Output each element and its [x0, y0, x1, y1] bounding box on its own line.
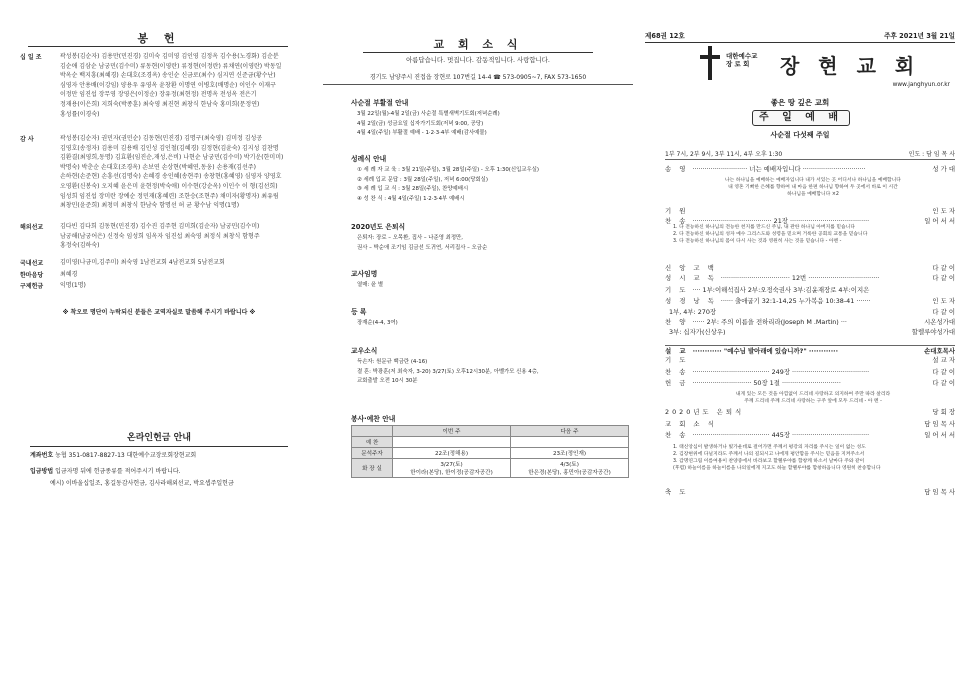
- offering-domestic-mission: [20, 258, 310, 268]
- closing-hymn-lyrics: [673, 444, 953, 472]
- section-member-news: [351, 345, 621, 387]
- section-line: ④ 성 찬 식 : 4월 4일(주일) 1·2·3·4부 예배시: [357, 195, 465, 202]
- offering-label: 해외선교: [20, 224, 44, 231]
- order-leader: 성 가 대: [932, 165, 955, 173]
- order-content: ······································ 445장 ······································: [692, 431, 870, 439]
- order-content: ··························· 너는 예배자입니다 ·······························: [692, 165, 866, 173]
- offering-lyrics: [673, 391, 953, 405]
- order-label: 기 원: [665, 207, 689, 215]
- name-line: 심영자 안용배(이강임) 양용우 유영옥 윤창환 이명연 이병호(배명순) 이인수 이재구: [60, 81, 276, 89]
- offering-names: [60, 134, 310, 211]
- account-value: 농협 351-0817-8827-13 대한예수교장로회장현교회: [55, 452, 197, 459]
- volume-number: 제68권 12호: [645, 32, 685, 40]
- order-content: 3부: 십자가(신상우): [669, 328, 726, 336]
- section-registration: [351, 306, 621, 329]
- bulletin-date: 주후 2021년 3월 21일: [884, 32, 955, 40]
- order-row: [665, 419, 955, 428]
- section-heading: 사순절 부활절 안내: [351, 99, 409, 107]
- order-leader: 다 같 이: [932, 264, 955, 272]
- table-header: 다음 주: [511, 426, 629, 437]
- section-line: 은퇴자: 장로 – 오목환, 집사 – 나준영 최정만,: [357, 235, 463, 241]
- order-row: [665, 355, 955, 364]
- service-times: [665, 149, 955, 160]
- order-row: [665, 317, 955, 326]
- name-line: 김영호(송정자) 김용미 김용배 김인성 김인철(김혜경) 김정현(김윤숙) 김지성 김찬명: [60, 144, 279, 152]
- cross-icon: [700, 46, 720, 80]
- table-row: [352, 437, 629, 448]
- order-content: ···· 1부:이해석집사 2부:오정숙권사 3부:김윤재장로 4부:이지은: [692, 286, 870, 294]
- order-leader: 할렐루야성가대: [911, 328, 955, 336]
- section-line: 권사 – 박순애 조기임 김금선 도귀연, 서리집사 – 오금순: [357, 244, 488, 251]
- order-row: [665, 273, 955, 282]
- service-title: 봉사·예찬 안내: [351, 415, 396, 423]
- denomination-line: 대한예수교: [726, 52, 758, 60]
- offering-label: 구제헌금: [20, 283, 44, 290]
- order-leader: 손대호목사: [924, 347, 955, 355]
- name-line: 홍정숙(김하숙): [60, 242, 100, 250]
- section-line: ① 세 례 자 교 육 : 3월 21일(주일), 3월 28일(주일) - 오후 1:30(신입교우실): [357, 167, 540, 173]
- hymn-lyrics: [673, 177, 953, 198]
- denomination-line: 장 로 회: [726, 60, 750, 68]
- order-leader: 시온성가대: [924, 318, 955, 326]
- lyric-line: (후렴) 하늘이름을 하늘이름을 나의일에게 지고도 하늘 할렐루야를 합창하옵니다 영원히 찬송합니다: [673, 466, 881, 471]
- news-title: 교 회 소 식: [433, 38, 523, 51]
- name-line: 임성희 임진섭 장미란 장예순 정민재(홍혜련) 조한승(조현주) 채미자(황명자) 최유림: [60, 192, 279, 200]
- section-line: ② 세례 입교 문답 : 3월 28일(주일), 저녁 6:00(당회실): [357, 176, 488, 183]
- offering-column: [0, 0, 318, 678]
- order-leader: 다 같 이: [932, 368, 955, 376]
- name-line: 김환결(최영희,동명) 김효환(임진순,재성,은비) 나현순 남궁민(김수미) 박기운(한미미): [60, 154, 284, 162]
- news-subtitle: 아름답습니다. 멋집니다. 감동적입니다. 사랑합니다.: [406, 56, 550, 64]
- section-lent-easter: [351, 97, 621, 139]
- section-line: 3월 22일(월)-4월 2일(금) 사순절 특별새벽기도회(저녁순례): [357, 111, 500, 117]
- order-leader: 당 회 장: [932, 408, 955, 416]
- order-label: 찬 양: [665, 318, 689, 326]
- row-label: 문석주자: [352, 448, 393, 459]
- name-line: 김다빈 김다희 김동현(민진경) 김수진 김주현 김미희(김순자) 남궁민(김수미): [60, 223, 260, 230]
- bulletin-header: [645, 30, 955, 43]
- lyric-line: 1. 태신앙심이 발생하거나 빛가운데로 걸어가면 주께서 평강의 자리를 주시는 일이 없는 성도: [673, 445, 866, 450]
- order-label: 찬 송: [665, 431, 689, 439]
- order-leader: 다 같 이: [932, 308, 955, 316]
- order-label: 기 도: [665, 286, 689, 294]
- worship-column: [645, 0, 955, 678]
- table-cell: 22조(정해용): [393, 448, 511, 459]
- offering-foreign-mission: [20, 222, 310, 252]
- name-line: 최창민(윤준희) 최청미 최창식 한남숙 함명선 허 균 황수남 익명(1명): [60, 202, 240, 210]
- offering-names: [60, 281, 310, 291]
- order-leader: 설 교 자: [932, 356, 955, 364]
- service-table: [351, 425, 629, 478]
- section-line: 열매: 윤 별: [357, 282, 384, 288]
- offering-names: [60, 52, 310, 119]
- offering-names: [60, 258, 310, 268]
- order-label: 성 경 낭 독: [665, 297, 717, 305]
- offering-label: 국내선교: [20, 260, 44, 267]
- order-row: [665, 487, 955, 496]
- method-row: [30, 466, 288, 475]
- offering-relief: [20, 281, 310, 291]
- offering-names: [60, 222, 310, 251]
- order-leader: 다 같 이: [932, 379, 955, 387]
- section-line: ③ 세 례 입 교 식 : 3월 28일(주일), 찬양예배시: [357, 186, 469, 193]
- order-label: 송 영: [665, 165, 689, 173]
- order-leader: 인 도 자: [932, 207, 955, 215]
- website[interactable]: www.janghyun.or.kr: [892, 82, 950, 88]
- table-cell: [511, 437, 629, 448]
- order-row: [665, 407, 955, 416]
- table-header: [352, 426, 393, 437]
- denomination: [726, 52, 776, 68]
- title-divider: [28, 46, 288, 47]
- times-text: 1부 7시, 2부 9시, 3부 11시, 4부 오후 1:30: [665, 151, 783, 158]
- method-value: 입금자명 뒤에 헌금종류를 적어주시기 바랍니다.: [55, 468, 181, 475]
- method-example: 예시) 이바울십일조, 홍길동감사헌금, 김사라해외선교, 박요셉주일헌금: [50, 480, 234, 487]
- section-teacher: [351, 268, 621, 291]
- table-header-row: [352, 426, 629, 437]
- name-line: 박옥순 백지흥(최혜경) 손대호(조경옥) 송인순 신금로(최수) 심지연 신준금(황수난): [60, 72, 276, 80]
- order-leader: 일 어 서 서: [924, 431, 955, 439]
- order-content: ·································· 12번 ···································: [720, 274, 880, 282]
- order-leader: 다 같 이: [932, 274, 955, 282]
- church-logo: [700, 44, 940, 82]
- name-line: 곽성봉(김순자) 김용만(민진경) 김미숙 김미영 김인영 김정옥 김수용(노경화) 김순분: [60, 53, 279, 60]
- section-line: 득손자: 원문규 백금란 (4-16): [357, 359, 428, 365]
- section-heading: 성례식 안내: [351, 155, 387, 163]
- section-line: 교회출발 오전 10시 30분: [357, 378, 418, 385]
- name-line: 오영환(신봉숙) 오지혜 윤은미 윤현정(박숙애) 이수현(강순옥) 이인수 이 형(김선희): [60, 182, 278, 190]
- section-line: 4월 2일(금) 성금요일 십자가기도회(저녁 9:00, 공당): [357, 120, 484, 127]
- order-label: 찬 송: [665, 217, 689, 225]
- order-row: [665, 367, 955, 376]
- order-leader: 담 임 목 사: [924, 420, 955, 428]
- church-slogan: 좋은 땅 깊은 교회: [770, 98, 830, 107]
- lyric-line: 내 영혼 기뻐한 은혜를 향하여 내 마음 한편 하나님 향하여 두 곳에서 바로 이 시간: [728, 185, 898, 190]
- order-label: 신 앙 고 백: [665, 264, 717, 272]
- name-line: 홍성률(이경숙): [60, 110, 100, 118]
- section-heading: 교우소식: [351, 347, 378, 355]
- table-cell: [393, 437, 511, 448]
- online-offering-title: 온라인헌금 안내: [30, 430, 288, 447]
- offering-label: 감 사: [20, 136, 34, 143]
- order-leader: 일 어 서 서: [924, 217, 955, 225]
- name-line: 최혜경: [60, 271, 78, 278]
- omission-note: ※ 착오로 명단이 누락되신 분들은 교역자실로 말씀해 주시기 바랍니다 ※: [62, 309, 256, 316]
- creed-line: 3. 다 전능하신 하나님의 몸이 다시 사는 것과 영원히 사는 것을 믿습니다 - 아멘 -: [673, 239, 842, 244]
- name-line: 익명(1명): [60, 282, 86, 289]
- section-line: 4월 4일(주일) 부활절 예배 - 1·2·3·4부 예배(감사예물): [357, 130, 487, 137]
- offering-title: 봉 헌: [137, 32, 181, 45]
- lyric-line: 내게 있는 모든 것을 아낌없이 드리네 사랑하고 의지하여 주만 따라 살리라: [735, 392, 891, 397]
- order-row: [665, 378, 955, 387]
- row-label: 화 장 실: [352, 459, 393, 478]
- name-line: 정재용(이은희) 지희숙(박종훈) 최숙영 최진현 최창식 한남숙 홍미희(문정연): [60, 100, 260, 108]
- order-label: 찬 송: [665, 368, 689, 376]
- order-leader: 담 임 목 사: [924, 488, 955, 496]
- order-label: 교 회 소 식: [665, 420, 717, 428]
- news-column: [323, 0, 633, 678]
- section-heading: 등 록: [351, 308, 367, 316]
- order-row: [665, 327, 955, 336]
- lyric-line: 3. 감명연그림 이름여용이 찬양중에서 바라보고 할렐루야를 합창케 하소서 날마다 주와 같이: [673, 459, 865, 464]
- creed-line: 1. 다 전능하신 하나님의 전능한 천지를 만드신 주님, 내 관한 하나님 아버지를 믿습니다: [673, 225, 855, 230]
- order-row: [665, 206, 955, 215]
- table-row: [352, 459, 629, 478]
- offering-tithe: [20, 52, 310, 122]
- account-row: [30, 450, 288, 459]
- table-cell: 4/3(토) 한은경(본당), 홍민아(공감자공간): [511, 459, 629, 478]
- section-sacrament: [351, 153, 621, 204]
- table-header: 이번 주: [393, 426, 511, 437]
- offering-label: 한마음당: [20, 272, 44, 279]
- order-content: ······································· 21장 ·······································: [692, 217, 870, 225]
- offering-names: [60, 270, 310, 280]
- order-label: 설 교: [665, 347, 689, 355]
- order-row: [665, 164, 955, 173]
- name-line: 김순애 김삼순 남궁민(김수미) 류동현(이영란) 류정현(이정란) 류채연(이영란) 박동일: [60, 62, 282, 70]
- worship-badge: 주 일 예 배: [752, 110, 850, 126]
- lyric-line: 2. 김장현위에 다닐지라도 주께서 나의 길되시고 나에게 평안함을 주시는 믿음을 지켜주소서: [673, 452, 865, 457]
- order-content: 1부, 4부: 270장: [669, 308, 717, 316]
- order-content: ······ 2부: 주의 이름을 전하리라(Joseph M .Martin) ···: [692, 318, 847, 326]
- row-label: 예 찬: [352, 437, 393, 448]
- offering-label: 십 일 조: [20, 54, 42, 61]
- section-line: 장재순(4-4, 3여): [357, 320, 398, 326]
- order-label: 축 도: [665, 488, 689, 496]
- title-divider: [363, 52, 593, 53]
- section-heading: 교사임명: [351, 270, 378, 278]
- order-label: 헌 금: [665, 379, 689, 387]
- offering-hanmaeum: [20, 270, 310, 280]
- order-row: [665, 296, 955, 305]
- section-heading: 2020년도 은퇴식: [351, 223, 406, 231]
- leader-text: 인도 : 담 임 목 사: [908, 151, 955, 158]
- creed-line: 2. 다 전능하신 하나님의 성자 예수 그리스도와 성령을 믿으며 거룩한 공회의 교통을 믿습니다: [673, 232, 868, 237]
- name-line: 곽성봉(김순자) 권민자(권민순) 김동현(민진경) 김명구(최숙영) 김미정 김성공: [60, 135, 263, 142]
- table-cell: 3/27(토) 한이라(본당), 한이정(공감자공간): [393, 459, 511, 478]
- name-line: 김미영(나금미,김주미) 최숙영 1남전교회 4남전교회 5남전교회: [60, 259, 225, 266]
- creed-text: [673, 224, 953, 245]
- order-row: [665, 430, 955, 439]
- table-cell: 23조(정인재): [511, 448, 629, 459]
- name-line: 남궁해(남궁어은) 신정숙 임성희 임옥자 임진섭 최숙영 최정식 최창식 함형주: [60, 232, 260, 240]
- name-line: 이정만 임진섭 장무영 장영은(이정순) 장유정(최현정) 전명옥 전성옥 전은기: [60, 91, 257, 99]
- church-name: 장 현 교 회: [780, 54, 921, 78]
- section-retirement: [351, 221, 621, 253]
- order-label: 기 도: [665, 356, 689, 364]
- order-content: ······ 출애굽기 32:1-14,25 누가복음 10:38-41 ·······: [720, 297, 871, 305]
- order-label: 2020년도 은퇴식: [665, 408, 745, 416]
- name-line: 손하현(손준현) 손흥선(김명숙) 손혜경 송인혜(송현주) 송창현(홍혜영) 심영자 양영호: [60, 173, 282, 181]
- account-label: 계좌번호: [30, 452, 54, 459]
- order-content: ············ "예수님 발아래에 있습니까?" ············: [692, 347, 839, 355]
- section-line: 결 혼: 박광훈(저 최숙자, 3-20) 3/27(토) 오후12시30분, 아벨가모 신용 4층,: [357, 368, 539, 375]
- order-row: [665, 263, 955, 272]
- order-row: [665, 285, 955, 294]
- church-address: 경기도 남양주시 진접읍 장현로 107번길 14-4 ☎ 573-0905~7, FAX 573-1650: [323, 72, 633, 85]
- order-leader: 인 도 자: [932, 297, 955, 305]
- liturgical-season: 사순절 다섯째 주일: [770, 131, 830, 139]
- lyric-line: 하나님을 예배합니다 ×2: [787, 192, 839, 197]
- method-label: 입금방법: [30, 468, 54, 475]
- offering-thanks: [20, 134, 310, 214]
- order-row: [665, 345, 955, 355]
- lyric-line: 주께 드리네 주께 드리네 사랑하는 구주 앞에 모두 드리네 - 아 멘 -: [744, 399, 882, 404]
- lyric-line: 나는 하나님을 예배하는 예배자입니다 내가 서있는 곳 어디서나 하나님을 예배합니다: [725, 178, 901, 183]
- order-content: ······································ 249장 ······································: [692, 368, 870, 376]
- order-content: ····························· 50장 1절 ·····························: [692, 379, 841, 387]
- order-row: [665, 307, 955, 316]
- table-row: [352, 448, 629, 459]
- order-label: 성 시 교 독: [665, 274, 717, 282]
- name-line: 박명숙) 박춘순 손대호(조경옥) 손보연 손상현(박혜연,동웅) 손용재(김선주): [60, 163, 256, 171]
